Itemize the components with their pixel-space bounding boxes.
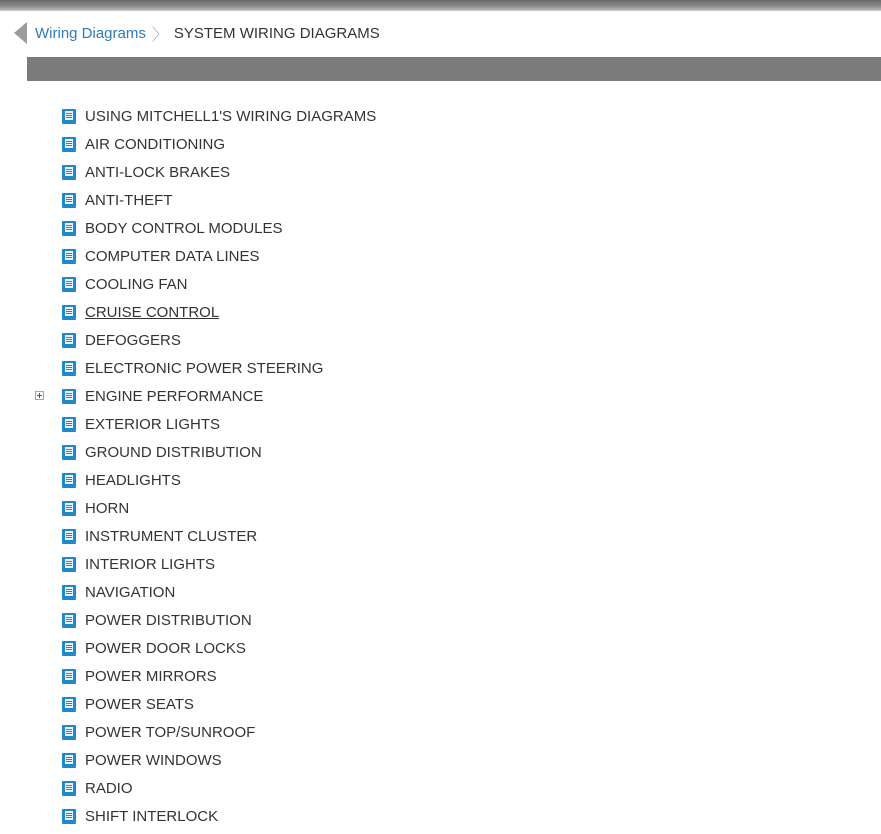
list-item-label[interactable]: DEFOGGERS bbox=[85, 332, 181, 349]
list-item[interactable] bbox=[0, 438, 881, 466]
list-item[interactable] bbox=[0, 494, 881, 522]
document-icon bbox=[62, 529, 76, 544]
list-item[interactable] bbox=[0, 466, 881, 494]
document-icon bbox=[62, 697, 76, 712]
list-item[interactable] bbox=[0, 522, 881, 550]
document-icon bbox=[62, 417, 76, 432]
list-item-label[interactable]: INSTRUMENT CLUSTER bbox=[85, 528, 258, 545]
list-item-label[interactable]: POWER DISTRIBUTION bbox=[85, 612, 252, 629]
list-item-label[interactable]: HEADLIGHTS bbox=[85, 472, 181, 489]
breadcrumb-separator-icon: 〉 bbox=[151, 26, 168, 44]
list-item[interactable] bbox=[0, 354, 881, 382]
expand-plus-icon[interactable] bbox=[35, 391, 44, 400]
list-item-label[interactable]: CRUISE CONTROL bbox=[85, 304, 220, 321]
document-icon bbox=[62, 165, 76, 180]
list-item-label[interactable]: POWER DOOR LOCKS bbox=[85, 640, 246, 657]
document-icon bbox=[62, 109, 76, 124]
list-item-label[interactable]: ANTI-THEFT bbox=[85, 192, 173, 209]
back-arrow-icon[interactable] bbox=[14, 22, 27, 44]
list-item[interactable] bbox=[0, 746, 881, 774]
list-item[interactable] bbox=[0, 690, 881, 718]
document-icon bbox=[62, 389, 76, 404]
document-icon bbox=[62, 613, 76, 628]
document-icon bbox=[62, 221, 76, 236]
document-icon bbox=[62, 277, 76, 292]
document-icon bbox=[62, 641, 76, 656]
list-item-label[interactable]: COMPUTER DATA LINES bbox=[85, 248, 260, 265]
list-item[interactable] bbox=[0, 214, 881, 242]
list-item[interactable] bbox=[0, 634, 881, 662]
breadcrumb bbox=[14, 20, 380, 46]
list-item[interactable] bbox=[0, 774, 881, 802]
list-item[interactable] bbox=[0, 802, 881, 830]
document-icon bbox=[62, 137, 76, 152]
document-icon bbox=[62, 473, 76, 488]
diagram-list bbox=[0, 102, 881, 830]
list-item-label[interactable]: ENGINE PERFORMANCE bbox=[85, 388, 264, 405]
document-icon bbox=[62, 585, 76, 600]
list-item[interactable] bbox=[0, 186, 881, 214]
list-item-label[interactable]: GROUND DISTRIBUTION bbox=[85, 444, 262, 461]
list-item-label[interactable]: SHIFT INTERLOCK bbox=[85, 808, 219, 825]
document-icon bbox=[62, 361, 76, 376]
list-item[interactable] bbox=[0, 102, 881, 130]
list-item[interactable] bbox=[0, 662, 881, 690]
list-item[interactable] bbox=[0, 718, 881, 746]
list-item[interactable] bbox=[0, 382, 881, 410]
list-item-label[interactable]: POWER MIRRORS bbox=[85, 668, 217, 685]
list-item[interactable] bbox=[0, 242, 881, 270]
document-icon bbox=[62, 753, 76, 768]
document-icon bbox=[62, 781, 76, 796]
list-item-label[interactable]: COOLING FAN bbox=[85, 276, 188, 293]
list-item[interactable] bbox=[0, 578, 881, 606]
document-icon bbox=[62, 305, 76, 320]
section-header-bar bbox=[27, 57, 881, 81]
document-icon bbox=[62, 557, 76, 572]
document-icon bbox=[62, 249, 76, 264]
document-icon bbox=[62, 501, 76, 516]
list-item-label[interactable]: NAVIGATION bbox=[85, 584, 176, 601]
list-item[interactable] bbox=[0, 410, 881, 438]
list-item-label[interactable]: RADIO bbox=[85, 780, 133, 797]
document-icon bbox=[62, 445, 76, 460]
list-item-label[interactable]: BODY CONTROL MODULES bbox=[85, 220, 283, 237]
list-item-label[interactable]: USING MITCHELL1'S WIRING DIAGRAMS bbox=[85, 108, 377, 125]
list-item-label[interactable]: ANTI-LOCK BRAKES bbox=[85, 164, 231, 181]
list-item[interactable] bbox=[0, 550, 881, 578]
list-item[interactable] bbox=[0, 298, 881, 326]
list-item-label[interactable]: POWER SEATS bbox=[85, 696, 194, 713]
document-icon bbox=[62, 809, 76, 824]
list-item-label[interactable]: ELECTRONIC POWER STEERING bbox=[85, 360, 324, 377]
list-item-label[interactable]: HORN bbox=[85, 500, 130, 517]
document-icon bbox=[62, 669, 76, 684]
list-item-label[interactable]: AIR CONDITIONING bbox=[85, 136, 226, 153]
document-icon bbox=[62, 725, 76, 740]
document-icon bbox=[62, 193, 76, 208]
breadcrumb-link-wiring-diagrams[interactable]: Wiring Diagrams bbox=[35, 24, 146, 42]
list-item-label[interactable]: POWER TOP/SUNROOF bbox=[85, 724, 256, 741]
document-icon bbox=[62, 333, 76, 348]
list-item[interactable] bbox=[0, 606, 881, 634]
window-top-edge bbox=[0, 0, 881, 11]
list-item[interactable] bbox=[0, 270, 881, 298]
list-item[interactable] bbox=[0, 130, 881, 158]
list-item-label[interactable]: POWER WINDOWS bbox=[85, 752, 222, 769]
list-item-label[interactable]: INTERIOR LIGHTS bbox=[85, 556, 216, 573]
list-item[interactable] bbox=[0, 326, 881, 354]
list-item[interactable] bbox=[0, 158, 881, 186]
list-item-label[interactable]: EXTERIOR LIGHTS bbox=[85, 416, 221, 433]
breadcrumb-current: SYSTEM WIRING DIAGRAMS bbox=[173, 24, 380, 42]
